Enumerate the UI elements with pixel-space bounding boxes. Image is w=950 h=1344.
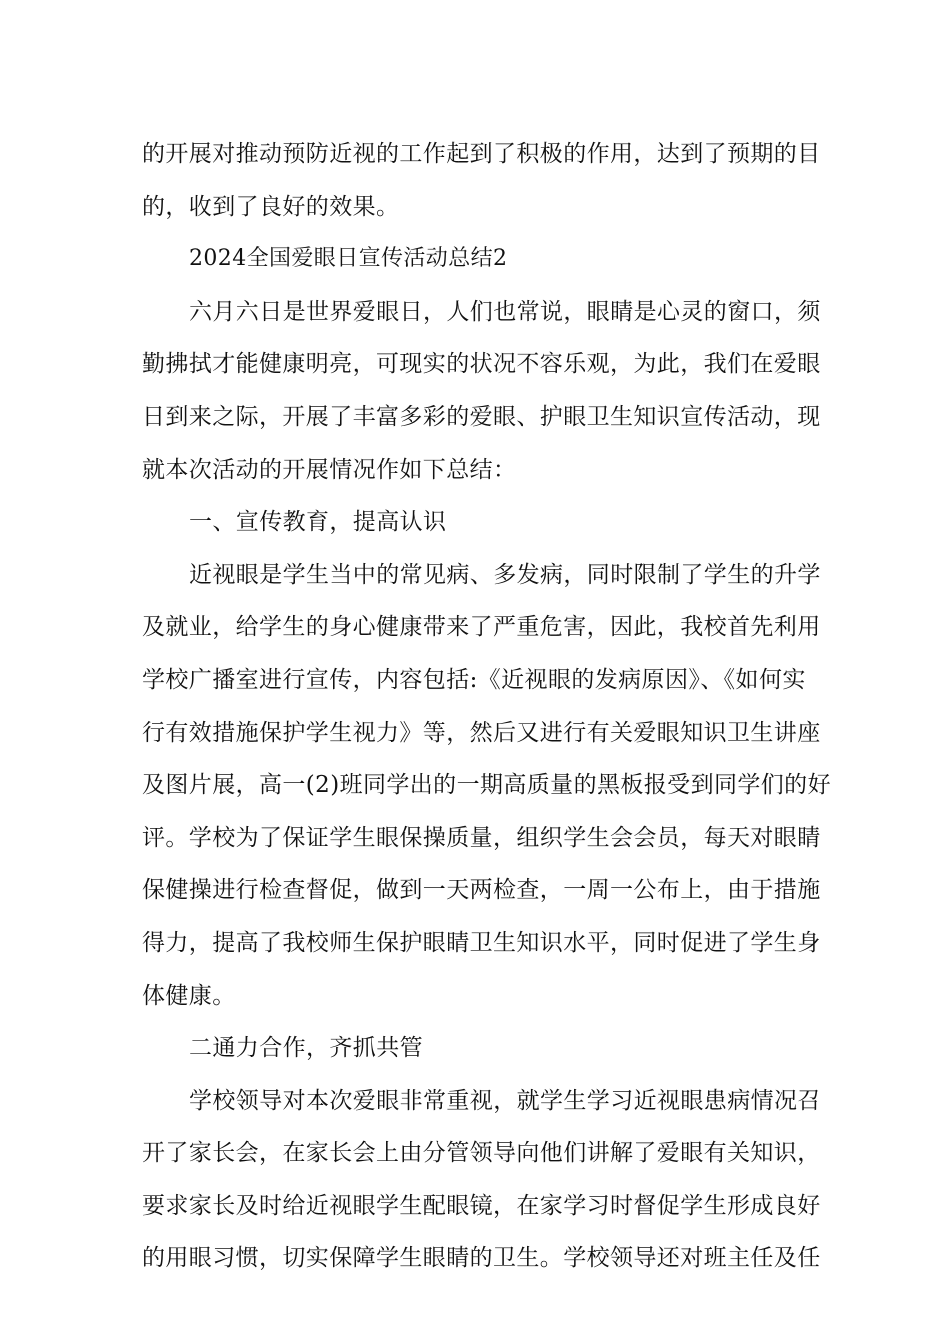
- body-line: 就本次活动的开展情况作如下总结：: [142, 456, 517, 483]
- body-line: 要求家长及时给近视眼学生配眼镜，在家学习时督促学生形成良好: [142, 1192, 821, 1219]
- paragraph-first-line: 学校领导对本次爱眼非常重视，就学生学习近视眼患病情况召: [189, 1087, 821, 1114]
- paragraph-first-line: 近视眼是学生当中的常见病、多发病，同时限制了学生的升学: [189, 561, 821, 588]
- document-body: [142, 128, 831, 1285]
- body-line: 及图片展，高一(2)班同学出的一期高质量的黑板报受到同学们的好: [142, 772, 831, 799]
- body-line: 开了家长会，在家长会上由分管领导向他们讲解了爱眼有关知识，: [142, 1140, 821, 1167]
- subheading: 一、宣传教育，提高认识: [189, 509, 447, 536]
- body-line: 勤拂拭才能健康明亮，可现实的状况不容乐观，为此，我们在爱眼: [142, 351, 821, 378]
- body-line: 的，收到了良好的效果。: [142, 193, 400, 220]
- body-line: 得力，提高了我校师生保护眼睛卫生知识水平，同时促进了学生身: [142, 929, 821, 956]
- body-line: 日到来之际，开展了丰富多彩的爱眼、护眼卫生知识宣传活动，现: [142, 403, 821, 430]
- body-line: 的用眼习惯，切实保障学生眼睛的卫生。学校领导还对班主任及任: [142, 1245, 821, 1272]
- body-line: 保健操进行检查督促，做到一天两检查，一周一公布上，由于措施: [142, 877, 821, 904]
- body-line: 评。学校为了保证学生眼保操质量，组织学生会会员，每天对眼睛: [142, 824, 821, 851]
- body-line: 的开展对推动预防近视的工作起到了积极的作用，达到了预期的目: [142, 141, 821, 167]
- paragraph-first-line: 六月六日是世界爱眼日，人们也常说，眼睛是心灵的窗口，须: [189, 298, 821, 325]
- body-line: 及就业，给学生的身心健康带来了严重危害，因此，我校首先利用: [142, 614, 821, 641]
- body-line: 学校广播室进行宣传，内容包括:《近视眼的发病原因》、《如何实: [142, 666, 806, 693]
- body-line: 体健康。: [142, 982, 236, 1009]
- section-title: 2024全国爱眼日宣传活动总结2: [189, 246, 508, 272]
- body-line: 行有效措施保护学生视力》等，然后又进行有关爱眼知识卫生讲座: [142, 719, 821, 746]
- subheading: 二通力合作，齐抓共管: [189, 1035, 423, 1062]
